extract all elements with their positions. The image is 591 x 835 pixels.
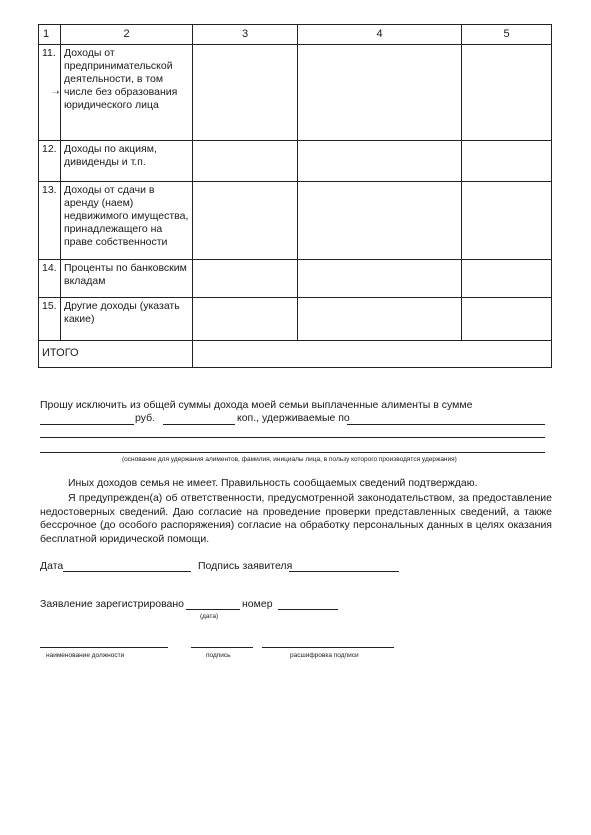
row-cell-3[interactable] [193,45,298,141]
table-row [39,45,552,141]
row-cell-5[interactable] [462,298,552,341]
table-row [39,141,552,182]
row-label: Проценты по банковским вкладам [61,260,193,298]
official-signature-field[interactable] [191,647,253,648]
total-label: ИТОГО [39,341,193,368]
date-label: Дата [40,560,64,572]
row-label: Доходы от сдачи в аренду (наем) недвижимого имущества, принадлежащего на праве собственности [61,182,193,260]
row-cell-5[interactable] [462,182,552,260]
grounds-line-2[interactable] [40,437,545,438]
registration-date-caption: (дата) [200,613,219,620]
header-col-2: 2 [61,25,193,45]
row-number: 12. [39,141,61,182]
row-number: 15. [39,298,61,341]
signature-caption: подпись [206,652,231,659]
row-cell-3[interactable] [193,141,298,182]
registration-number-field[interactable] [278,609,338,610]
decoding-caption: расшифровка подписи [290,652,359,659]
row-cell-5[interactable] [462,45,552,141]
header-col-5: 5 [462,25,552,45]
rub-label: руб. [135,412,156,424]
alimony-note: (основание для удержания алиментов, фамилия, инициалы лица, в пользу которого производятся удержания) [122,456,457,463]
income-table [38,24,552,368]
row-label: Доходы по акциям, дивиденды и т.п. [61,141,193,182]
header-col-4: 4 [298,25,462,45]
applicant-signature-label: Подпись заявителя [198,560,293,572]
income-confirmation: Иных доходов семья не имеет. Правильность сообщаемых сведений подтверждаю. [68,477,478,489]
table-row [39,298,552,341]
kop-field[interactable] [163,424,235,425]
applicant-signature-field[interactable] [289,571,399,572]
total-row [39,341,552,368]
row-number: 11. [39,45,61,141]
row-cell-5[interactable] [462,260,552,298]
kop-label: коп., удерживаемые по [237,412,350,424]
table-row [39,182,552,260]
registration-date-field[interactable] [186,609,240,610]
grounds-line-3[interactable] [40,452,545,453]
row-cell-4[interactable] [298,45,462,141]
position-field[interactable] [40,647,168,648]
grounds-field[interactable] [347,424,545,425]
rub-field[interactable] [40,424,134,425]
registration-label: Заявление зарегистрировано [40,598,185,610]
total-value-cell[interactable] [193,341,552,368]
row-cell-4[interactable] [298,141,462,182]
row-cell-3[interactable] [193,298,298,341]
row-label: Доходы от предпринимательской деятельности, в том числе без образования юридического лица [61,45,193,141]
row-number: 13. [39,182,61,260]
row-number: 14. [39,260,61,298]
header-col-1: 1 [39,25,61,45]
table-header-row [39,25,552,45]
registration-number-label: номер [242,598,273,610]
row-cell-5[interactable] [462,141,552,182]
row-cell-4[interactable] [298,298,462,341]
alimony-text: Прошу исключить из общей суммы дохода моей семьи выплаченные алименты в сумме [40,399,473,411]
row-cell-3[interactable] [193,182,298,260]
row-label: Другие доходы (указать какие) [61,298,193,341]
row-cell-3[interactable] [193,260,298,298]
position-caption: наименование должности [46,652,125,659]
consent-paragraph: Я предупрежден(а) об ответственности, предусмотренной законодательством, за предоставление недостоверных сведений. Даю согласие на проведение проверки представленных сведений, а также бессрочное (до особого распоряжения) согласие на обработку персональных данных в целях оказания бесплатной юридической помощи. [40,492,552,545]
row-cell-4[interactable] [298,182,462,260]
row-cell-4[interactable] [298,260,462,298]
table-row [39,260,552,298]
signature-decoding-field[interactable] [262,647,394,648]
stray-mark: ➝ [52,87,60,97]
header-col-3: 3 [193,25,298,45]
date-field[interactable] [63,571,191,572]
